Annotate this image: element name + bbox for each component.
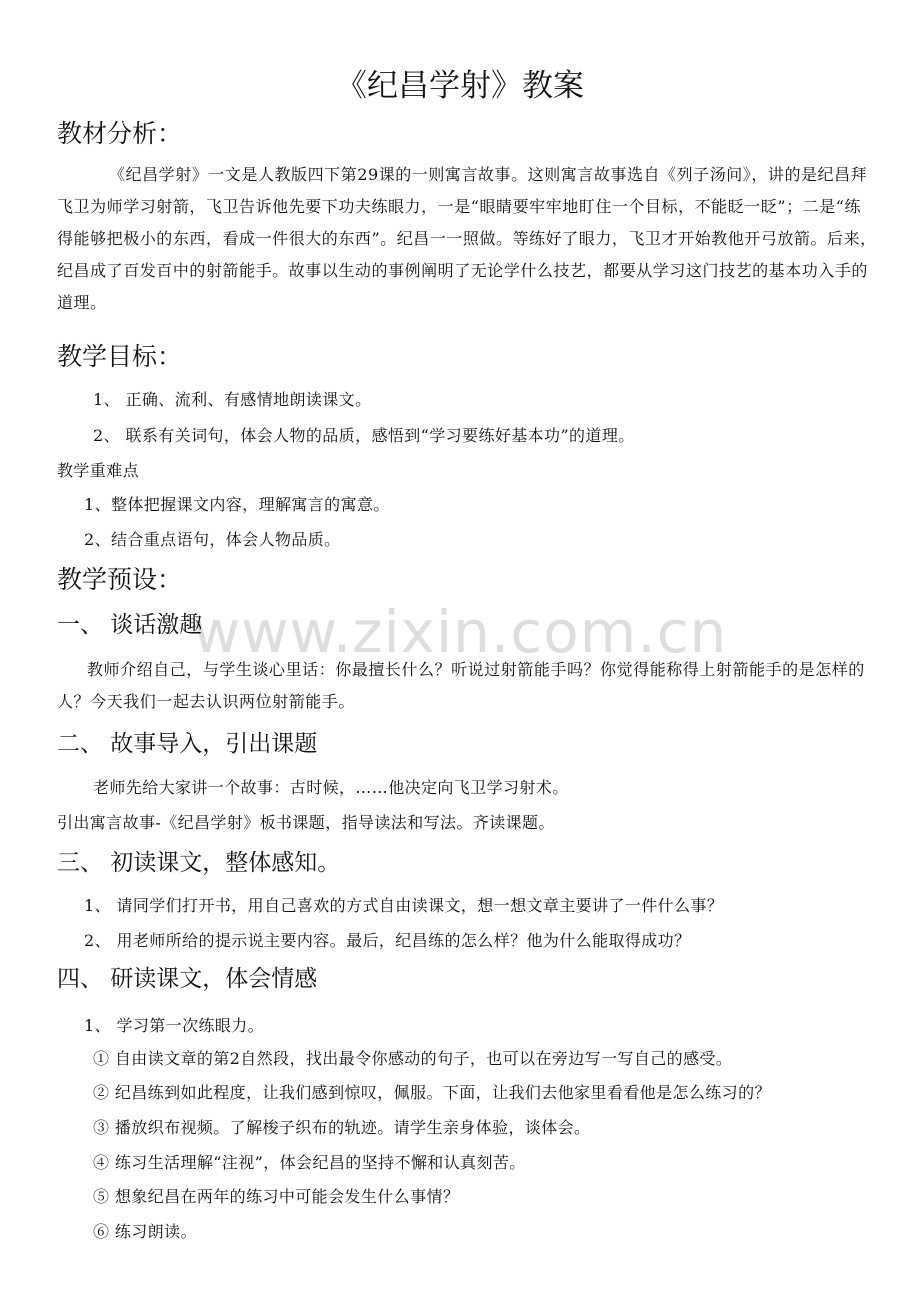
goal-item-2: 2、 联系有关词句，体会人物的品质，感悟到“学习要练好基本功”的道理。 bbox=[93, 426, 635, 445]
section-2-heading: 二、 故事导入，引出课题 bbox=[57, 731, 318, 757]
section-4-heading: 四、 研读课文，体会情感 bbox=[57, 966, 318, 992]
watermark: www.zixin.com.cn bbox=[192, 598, 728, 666]
section-2-line-1: 老师先给大家讲一个故事：古时候，……他决定向飞卫学习射术。 bbox=[93, 778, 569, 797]
section-3-line-1: 1、 请同学们打开书，用自己喜欢的方式自由读课文，想一想文章主要讲了一件什么事？ bbox=[84, 896, 724, 915]
section-4-step-1: ① 自由读文章的第2自然段，找出最令你感动的句子，也可以在旁边写一写自己的感受。 bbox=[93, 1049, 733, 1068]
analysis-heading: 教材分析： bbox=[57, 119, 183, 148]
goals-heading: 教学目标： bbox=[57, 342, 183, 371]
section-4-step-6: ⑥ 练习朗读。 bbox=[93, 1222, 197, 1241]
keypoint-item-2: 2、结合重点语句，体会人物品质。 bbox=[84, 530, 341, 549]
section-1-paragraph bbox=[57, 654, 877, 718]
section-1-text: 教师介绍自己，与学生谈心里话：你最擅长什么？听说过射箭能手吗？你觉得能称得上射箭能手的是怎样的人？今天我们一起去认识两位射箭能手。 bbox=[57, 660, 865, 711]
goal-item-1: 1、 正确、流利、有感情地朗读课文。 bbox=[93, 390, 372, 409]
section-3-heading: 三、 初读课文，整体感知。 bbox=[57, 850, 341, 876]
keypoints-heading: 教学重难点 bbox=[57, 461, 140, 480]
section-1-heading: 一、 谈话激趣 bbox=[57, 612, 203, 638]
section-4-line-1: 1、 学习第一次练眼力。 bbox=[84, 1016, 265, 1035]
section-4-step-2: ② 纪昌练到如此程度，让我们感到惊叹，佩服。下面，让我们去他家里看看他是怎么练习的？ bbox=[93, 1083, 771, 1102]
analysis-text: 《纪昌学射》一文是人教版四下第29课的一则寓言故事。这则寓言故事选自《列子汤问》，讲的是纪昌拜飞卫为师学习射箭，飞卫告诉他先要下功夫练眼力，一是“眼睛要牢牢地盯住一个目标，不能眨一眨”；二是“练得能够把极小的东西，看成一件很大的东西”。纪昌一一照做。等练好了眼力，飞卫才开始教他开弓放箭。后来，纪昌成了百发百中的射箭能手。故事以生动的事例阐明了无论学什么技艺，都要从学习这门技艺的基本功入手的道理。 bbox=[57, 165, 877, 312]
section-2-line-2: 引出寓言故事-《纪昌学射》板书课题，指导读法和写法。齐读课题。 bbox=[57, 813, 555, 832]
section-4-step-4: ④ 练习生活理解“注视”，体会纪昌的坚持不懈和认真刻苦。 bbox=[93, 1153, 526, 1172]
preset-heading: 教学预设： bbox=[57, 565, 183, 594]
analysis-paragraph bbox=[57, 159, 877, 319]
section-4-step-5: ⑤ 想象纪昌在两年的练习中可能会发生什么事情？ bbox=[93, 1187, 460, 1206]
page-title: 《纪昌学射》教案 bbox=[336, 68, 584, 104]
section-3-line-2: 2、 用老师所给的提示说主要内容。最后，纪昌练的怎么样？他为什么能取得成功？ bbox=[84, 931, 691, 950]
section-4-step-3: ③ 播放织布视频。了解梭子织布的轨迹。请学生亲身体验，谈体会。 bbox=[93, 1118, 591, 1137]
keypoint-item-1: 1、整体把握课文内容，理解寓言的寓意。 bbox=[84, 495, 390, 514]
